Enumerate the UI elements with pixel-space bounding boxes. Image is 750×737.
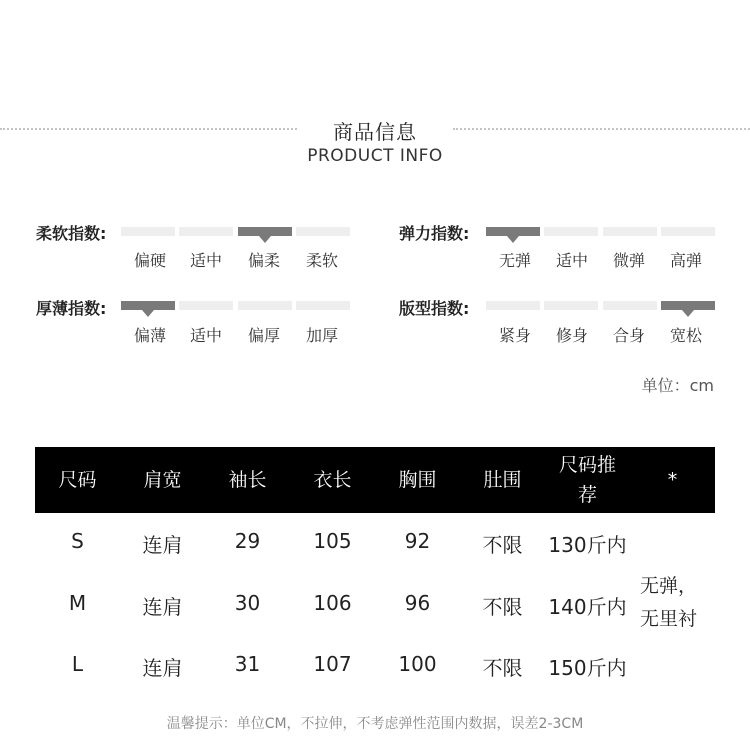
- softness-index-label: 柔软指数:: [36, 224, 107, 243]
- section-title-cn: 商品信息: [333, 120, 417, 144]
- elasticity-option-3: 微弹: [612, 251, 645, 270]
- selection-pointer-icon: [682, 310, 694, 317]
- header-recommend-line1: 尺码推: [558, 454, 616, 476]
- row-l-recommend: 150斤内: [548, 656, 627, 680]
- thickness-segment-3: [238, 301, 292, 310]
- elasticity-index-label: 弹力指数:: [399, 224, 470, 243]
- header-belly: 肚围: [483, 469, 522, 491]
- thickness-option-3: 偏厚: [247, 326, 280, 345]
- elasticity-option-4: 高弹: [669, 251, 702, 270]
- header-shoulder: 肩宽: [143, 469, 182, 491]
- elasticity-segment-4: [661, 227, 715, 236]
- fit-option-4: 宽松: [669, 326, 702, 345]
- row-s-chest: 92: [404, 529, 431, 553]
- thickness-option-4: 加厚: [305, 326, 338, 345]
- row-s-size: S: [71, 529, 84, 553]
- section-title-en: PRODUCT INFO: [307, 146, 443, 166]
- fit-option-3: 合身: [612, 326, 645, 345]
- thickness-index-label: 厚薄指数:: [36, 299, 107, 318]
- softness-segment-1: [121, 227, 175, 236]
- fit-segment-3: [603, 301, 657, 310]
- softness-segment-3-selected: [238, 227, 292, 236]
- thickness-option-1: 偏薄: [133, 326, 166, 345]
- row-s-recommend: 130斤内: [548, 533, 627, 557]
- elasticity-segment-1-selected: [486, 227, 540, 236]
- selection-pointer-icon: [259, 236, 271, 243]
- fit-segment-2: [544, 301, 598, 310]
- row-m-chest: 96: [404, 591, 431, 615]
- header-size: 尺码: [58, 469, 97, 491]
- elasticity-option-2: 适中: [555, 251, 588, 270]
- elasticity-segment-2: [544, 227, 598, 236]
- row-m-size: M: [68, 591, 87, 615]
- row-s-length: 105: [313, 529, 352, 553]
- size-table-header: [35, 447, 715, 513]
- fit-segment-4-selected: [661, 301, 715, 310]
- thickness-segment-1-selected: [121, 301, 175, 310]
- header-chest: 胸围: [398, 469, 437, 491]
- unit-label: 单位：cm: [641, 376, 714, 395]
- note-line-2: 无里衬: [640, 608, 698, 630]
- row-m-sleeve: 30: [234, 591, 261, 615]
- softness-option-2: 适中: [189, 251, 222, 270]
- note-line-1: 无弹，: [640, 575, 698, 597]
- thickness-option-2: 适中: [189, 326, 222, 345]
- row-l-chest: 100: [398, 652, 437, 676]
- elasticity-option-1: 无弹: [498, 251, 531, 270]
- fit-option-2: 修身: [555, 326, 588, 345]
- row-l-sleeve: 31: [234, 652, 261, 676]
- row-s-sleeve: 29: [234, 529, 261, 553]
- softness-option-4: 柔软: [305, 251, 338, 270]
- header-recommend-line2: 荐: [577, 484, 597, 506]
- thickness-segment-4: [296, 301, 350, 310]
- row-l-belly: 不限: [482, 656, 523, 680]
- row-m-length: 106: [313, 591, 352, 615]
- row-s-shoulder: 连肩: [142, 533, 183, 557]
- header-sleeve: 袖长: [228, 469, 267, 491]
- row-l-length: 107: [313, 652, 352, 676]
- row-l-shoulder: 连肩: [142, 656, 183, 680]
- footer-tip: 温馨提示：单位CM，不拉伸，不考虑弹性范围内数据，误差2-3CM: [166, 716, 584, 732]
- row-m-recommend: 140斤内: [548, 595, 627, 619]
- row-s-belly: 不限: [482, 533, 523, 557]
- softness-option-3: 偏柔: [247, 251, 280, 270]
- header-length: 衣长: [313, 469, 352, 491]
- header-note-asterisk: *: [667, 469, 678, 491]
- thickness-segment-2: [179, 301, 233, 310]
- fit-index-label: 版型指数:: [399, 299, 470, 318]
- selection-pointer-icon: [142, 310, 154, 317]
- elasticity-segment-3: [603, 227, 657, 236]
- row-l-size: L: [71, 652, 84, 676]
- fit-segment-1: [486, 301, 540, 310]
- row-m-belly: 不限: [482, 595, 523, 619]
- fit-option-1: 紧身: [498, 326, 531, 345]
- softness-segment-2: [179, 227, 233, 236]
- selection-pointer-icon: [507, 236, 519, 243]
- softness-option-1: 偏硬: [133, 251, 166, 270]
- row-m-shoulder: 连肩: [142, 595, 183, 619]
- softness-segment-4: [296, 227, 350, 236]
